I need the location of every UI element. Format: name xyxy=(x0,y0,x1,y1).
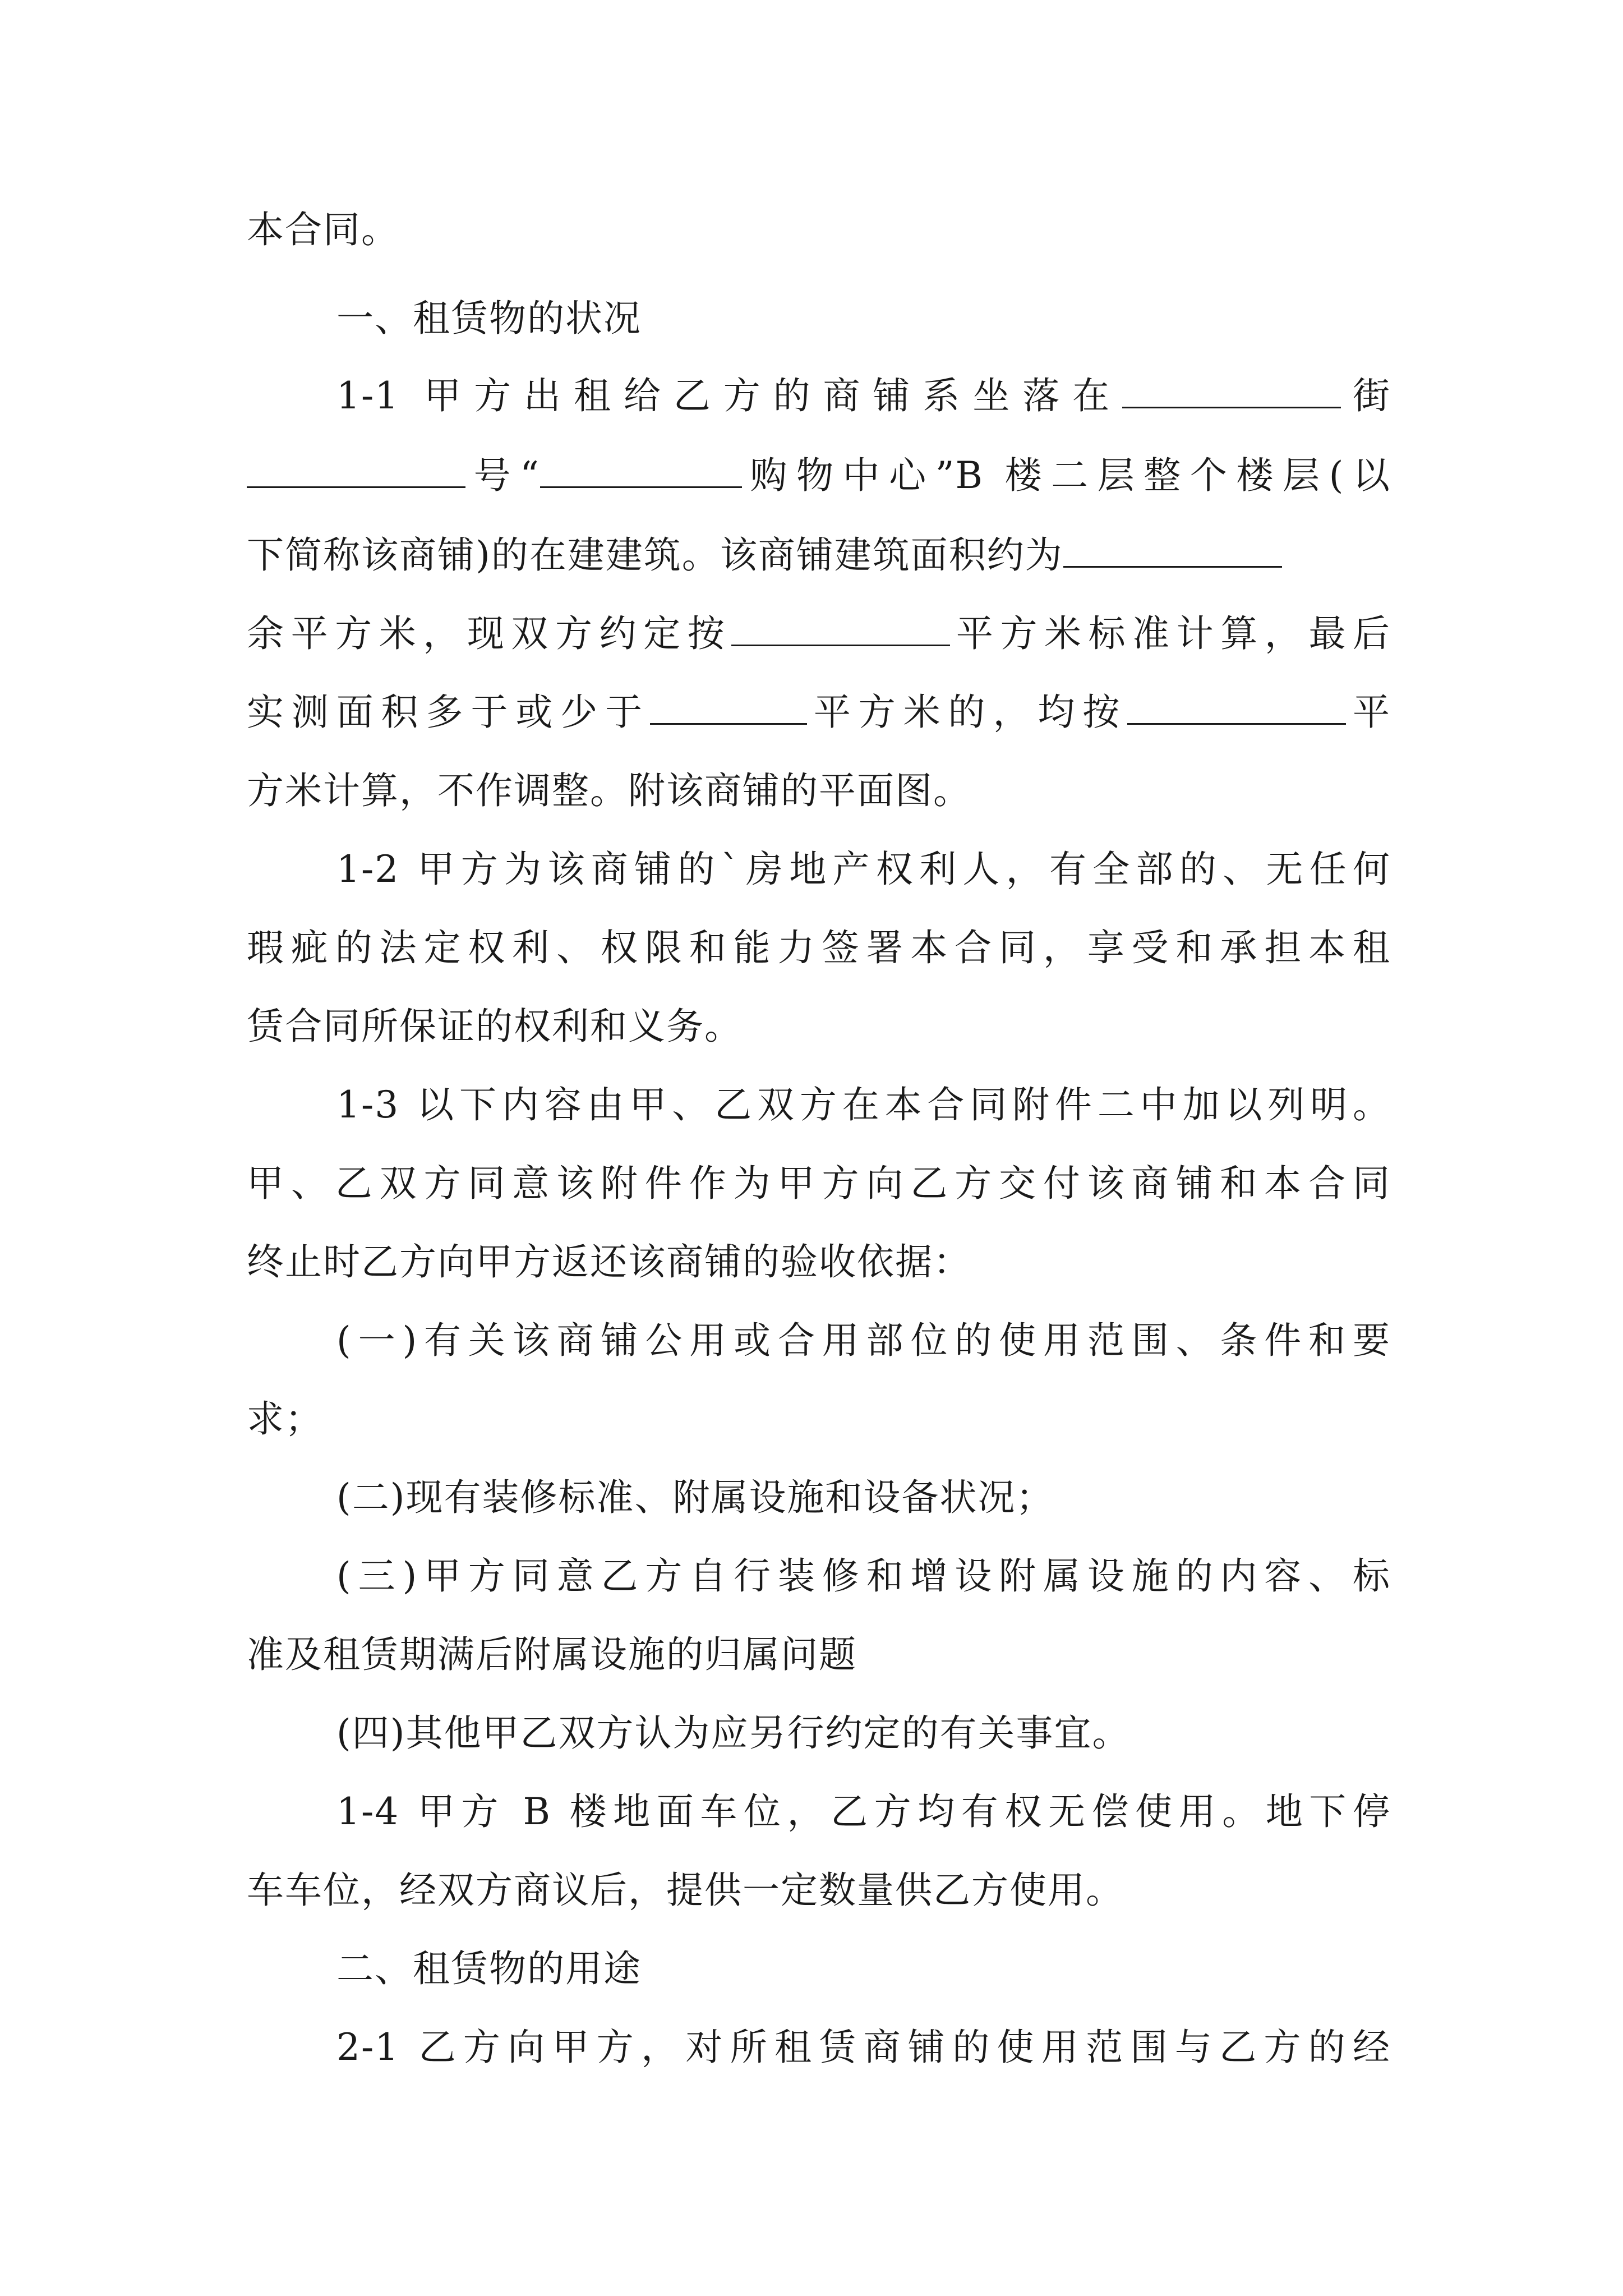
text-line xyxy=(247,909,1391,987)
fill-in-blank xyxy=(1122,375,1341,408)
text-segment: 1-3 以下内容由甲、乙双方在本合同附件二中加以列明。 xyxy=(336,1083,1391,1126)
text-segment: 本合同。 xyxy=(247,208,399,251)
text-segment: 平 xyxy=(1346,691,1391,734)
fill-in-blank xyxy=(731,613,950,646)
section-heading xyxy=(336,279,1391,358)
fill-in-blank xyxy=(247,455,465,488)
text-line xyxy=(247,752,1391,830)
text-segment: 准及租赁期满后附属设施的归属问题 xyxy=(247,1633,857,1676)
fill-in-blank xyxy=(1063,535,1282,568)
text-segment: 二、租赁物的用途 xyxy=(336,1947,642,1990)
fill-in-blank xyxy=(650,692,807,725)
text-segment: 车车位，经双方商议后，提供一定数量供乙方使用。 xyxy=(247,1869,1124,1912)
text-segment: 甲、乙双方同意该附件作为甲方向乙方交付该商铺和本合同 xyxy=(247,1162,1391,1205)
text-line xyxy=(247,436,1391,515)
text-line xyxy=(247,1223,1391,1301)
section-heading xyxy=(336,1930,1391,2008)
text-segment: 余平方米，现双方约定按 xyxy=(247,612,732,655)
fill-in-blank xyxy=(540,455,742,488)
fill-in-blank xyxy=(1127,692,1346,725)
text-segment: 瑕疵的法定权利、权限和能力签署本合同，享受和承担本租 xyxy=(247,926,1391,969)
text-line xyxy=(336,1694,1391,1773)
text-line xyxy=(336,2008,1391,2087)
text-segment: 平方米标准计算，最后 xyxy=(950,612,1391,655)
text-line xyxy=(247,1851,1391,1930)
text-segment: 求； xyxy=(247,1397,323,1441)
text-segment: 平方米的，均按 xyxy=(807,691,1128,734)
text-segment: 终止时乙方向甲方返还该商铺的验收依据： xyxy=(247,1240,971,1283)
text-line xyxy=(247,987,1391,1066)
text-line xyxy=(247,191,1391,269)
text-line xyxy=(336,1458,1391,1537)
text-line xyxy=(247,1616,1391,1694)
text-segment: 方米计算，不作调整。附该商铺的平面图。 xyxy=(247,769,971,812)
text-line xyxy=(336,1773,1391,1851)
text-segment: 实测面积多于或少于 xyxy=(247,691,650,734)
text-segment: 赁合同所保证的权利和义务。 xyxy=(247,1005,743,1048)
text-line xyxy=(247,673,1391,752)
text-segment: (二)现有装修标准、附属设施和设备状况； xyxy=(336,1476,1054,1519)
text-segment: 1-2 甲方为该商铺的`房地产权利人，有全部的、无任何 xyxy=(336,848,1391,891)
text-segment: (一)有关该商铺公用或合用部位的使用范围、条件和要 xyxy=(336,1319,1391,1362)
text-line xyxy=(336,357,1391,435)
text-segment: 购物中心”B 楼二层整个楼层(以 xyxy=(741,454,1391,497)
text-segment: 街 xyxy=(1341,374,1391,417)
text-segment: 一、租赁物的状况 xyxy=(336,297,642,340)
text-segment: 号“ xyxy=(465,454,540,497)
text-segment: 下简称该商铺)的在建建筑。该商铺建筑面积约为 xyxy=(247,533,1063,577)
text-segment: 1-1 甲方出租给乙方的商铺系坐落在 xyxy=(336,374,1123,417)
text-line xyxy=(336,830,1391,909)
text-segment: 2-1 乙方向甲方，对所租赁商铺的使用范围与乙方的经 xyxy=(336,2026,1391,2069)
text-line xyxy=(336,1537,1391,1616)
text-segment: (四)其他甲乙双方认为应另行约定的有关事宜。 xyxy=(336,1711,1131,1755)
text-line xyxy=(247,516,1391,595)
text-line xyxy=(247,1380,1391,1458)
text-line xyxy=(247,1144,1391,1223)
text-line xyxy=(247,595,1391,673)
text-segment: (三)甲方同意乙方自行装修和增设附属设施的内容、标 xyxy=(336,1554,1391,1598)
text-line xyxy=(336,1301,1391,1380)
text-segment: 1-4 甲方 B 楼地面车位，乙方均有权无偿使用。地下停 xyxy=(336,1790,1391,1833)
text-line xyxy=(336,1066,1391,1144)
